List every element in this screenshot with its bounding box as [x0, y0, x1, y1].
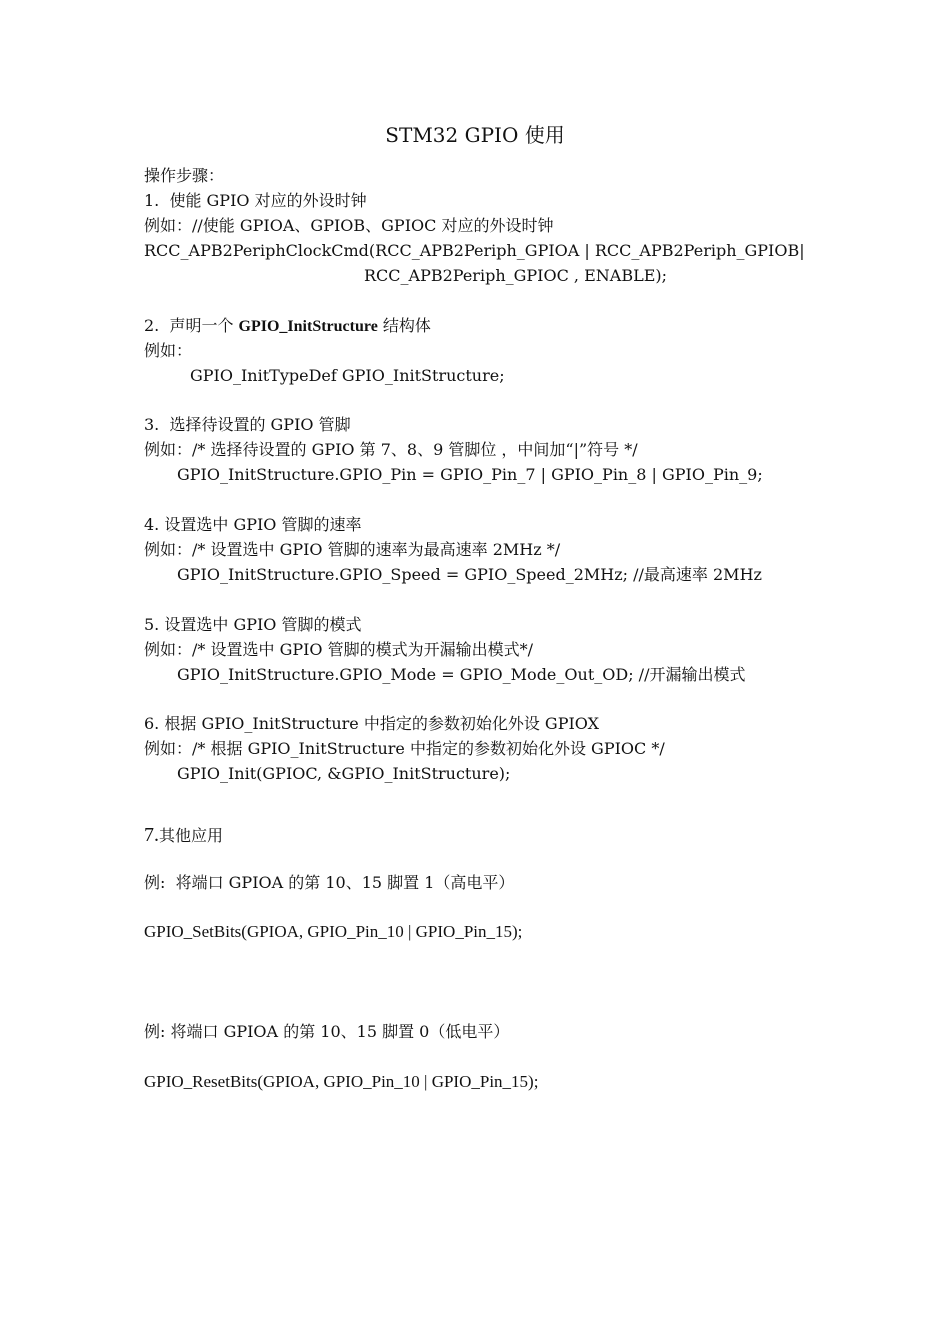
step5-example: 例如：/* 设置选中 GPIO 管脚的模式为开漏输出模式*/ — [144, 640, 534, 659]
step4-heading: 4. 设置选中 GPIO 管脚的速率 — [144, 515, 362, 534]
step7-number: 7. — [144, 824, 159, 846]
step7-code1: GPIO_SetBits(GPIOA, GPIO_Pin_10 | GPIO_Pin_15); — [144, 922, 523, 941]
intro-text: 操作步骤： — [144, 166, 225, 185]
step2-heading-suffix: 结构体 — [377, 316, 431, 335]
step1-heading: 1. 使能 GPIO 对应的外设时钟 — [144, 191, 367, 210]
document-title: STM32 GPIO 使用 — [385, 123, 565, 147]
step7-example1: 例: 将端口 GPIOA 的第 10、15 脚置 1（高电平） — [144, 873, 515, 892]
step1-code-line1: RCC_APB2PeriphClockCmd(RCC_APB2Periph_GPIOA | RCC_APB2Periph_GPIOB| — [144, 241, 805, 260]
step3-heading: 3. 选择待设置的 GPIO 管脚 — [144, 415, 351, 434]
step4-code: GPIO_InitStructure.GPIO_Speed = GPIO_Speed_2MHz; //最高速率 2MHz — [177, 565, 762, 584]
step3-example: 例如：/* 选择待设置的 GPIO 第 7、8、9 管脚位 ，中间加“|”符号 */ — [144, 440, 638, 459]
step7-code2: GPIO_ResetBits(GPIOA, GPIO_Pin_10 | GPIO_Pin_15); — [144, 1072, 539, 1091]
step6-heading: 6. 根据 GPIO_InitStructure 中指定的参数初始化外设 GPIOX — [144, 714, 600, 733]
step6-code: GPIO_Init(GPIOC, &GPIO_InitStructure); — [177, 764, 511, 783]
step2-code: GPIO_InitTypeDef GPIO_InitStructure; — [190, 366, 505, 385]
step1-code-line2: RCC_APB2Periph_GPIOC , ENABLE); — [364, 266, 668, 285]
step6-example: 例如：/* 根据 GPIO_InitStructure 中指定的参数初始化外设 GPIOC */ — [144, 739, 665, 758]
step3-code: GPIO_InitStructure.GPIO_Pin = GPIO_Pin_7 | GPIO_Pin_8 | GPIO_Pin_9; — [177, 465, 763, 484]
step2-example: 例如： — [144, 341, 193, 360]
step5-code: GPIO_InitStructure.GPIO_Mode = GPIO_Mode_Out_OD; //开漏输出模式 — [177, 665, 746, 684]
step5-heading: 5. 设置选中 GPIO 管脚的模式 — [144, 615, 362, 634]
step4-example: 例如：/* 设置选中 GPIO 管脚的速率为最高速率 2MHz */ — [144, 540, 561, 559]
step7-example2: 例: 将端口 GPIOA 的第 10、15 脚置 0（低电平） — [144, 1022, 510, 1041]
step2-heading-prefix: 2. 声明一个 — [144, 316, 239, 335]
step2-heading-bold: GPIO_InitStructure — [238, 318, 378, 335]
step2-heading — [144, 315, 431, 338]
step1-example: 例如：//使能 GPIOA、GPIOB、GPIOC 对应的外设时钟 — [144, 216, 554, 235]
step7-heading — [144, 824, 223, 847]
step7-heading-text: 其他应用 — [159, 826, 224, 845]
